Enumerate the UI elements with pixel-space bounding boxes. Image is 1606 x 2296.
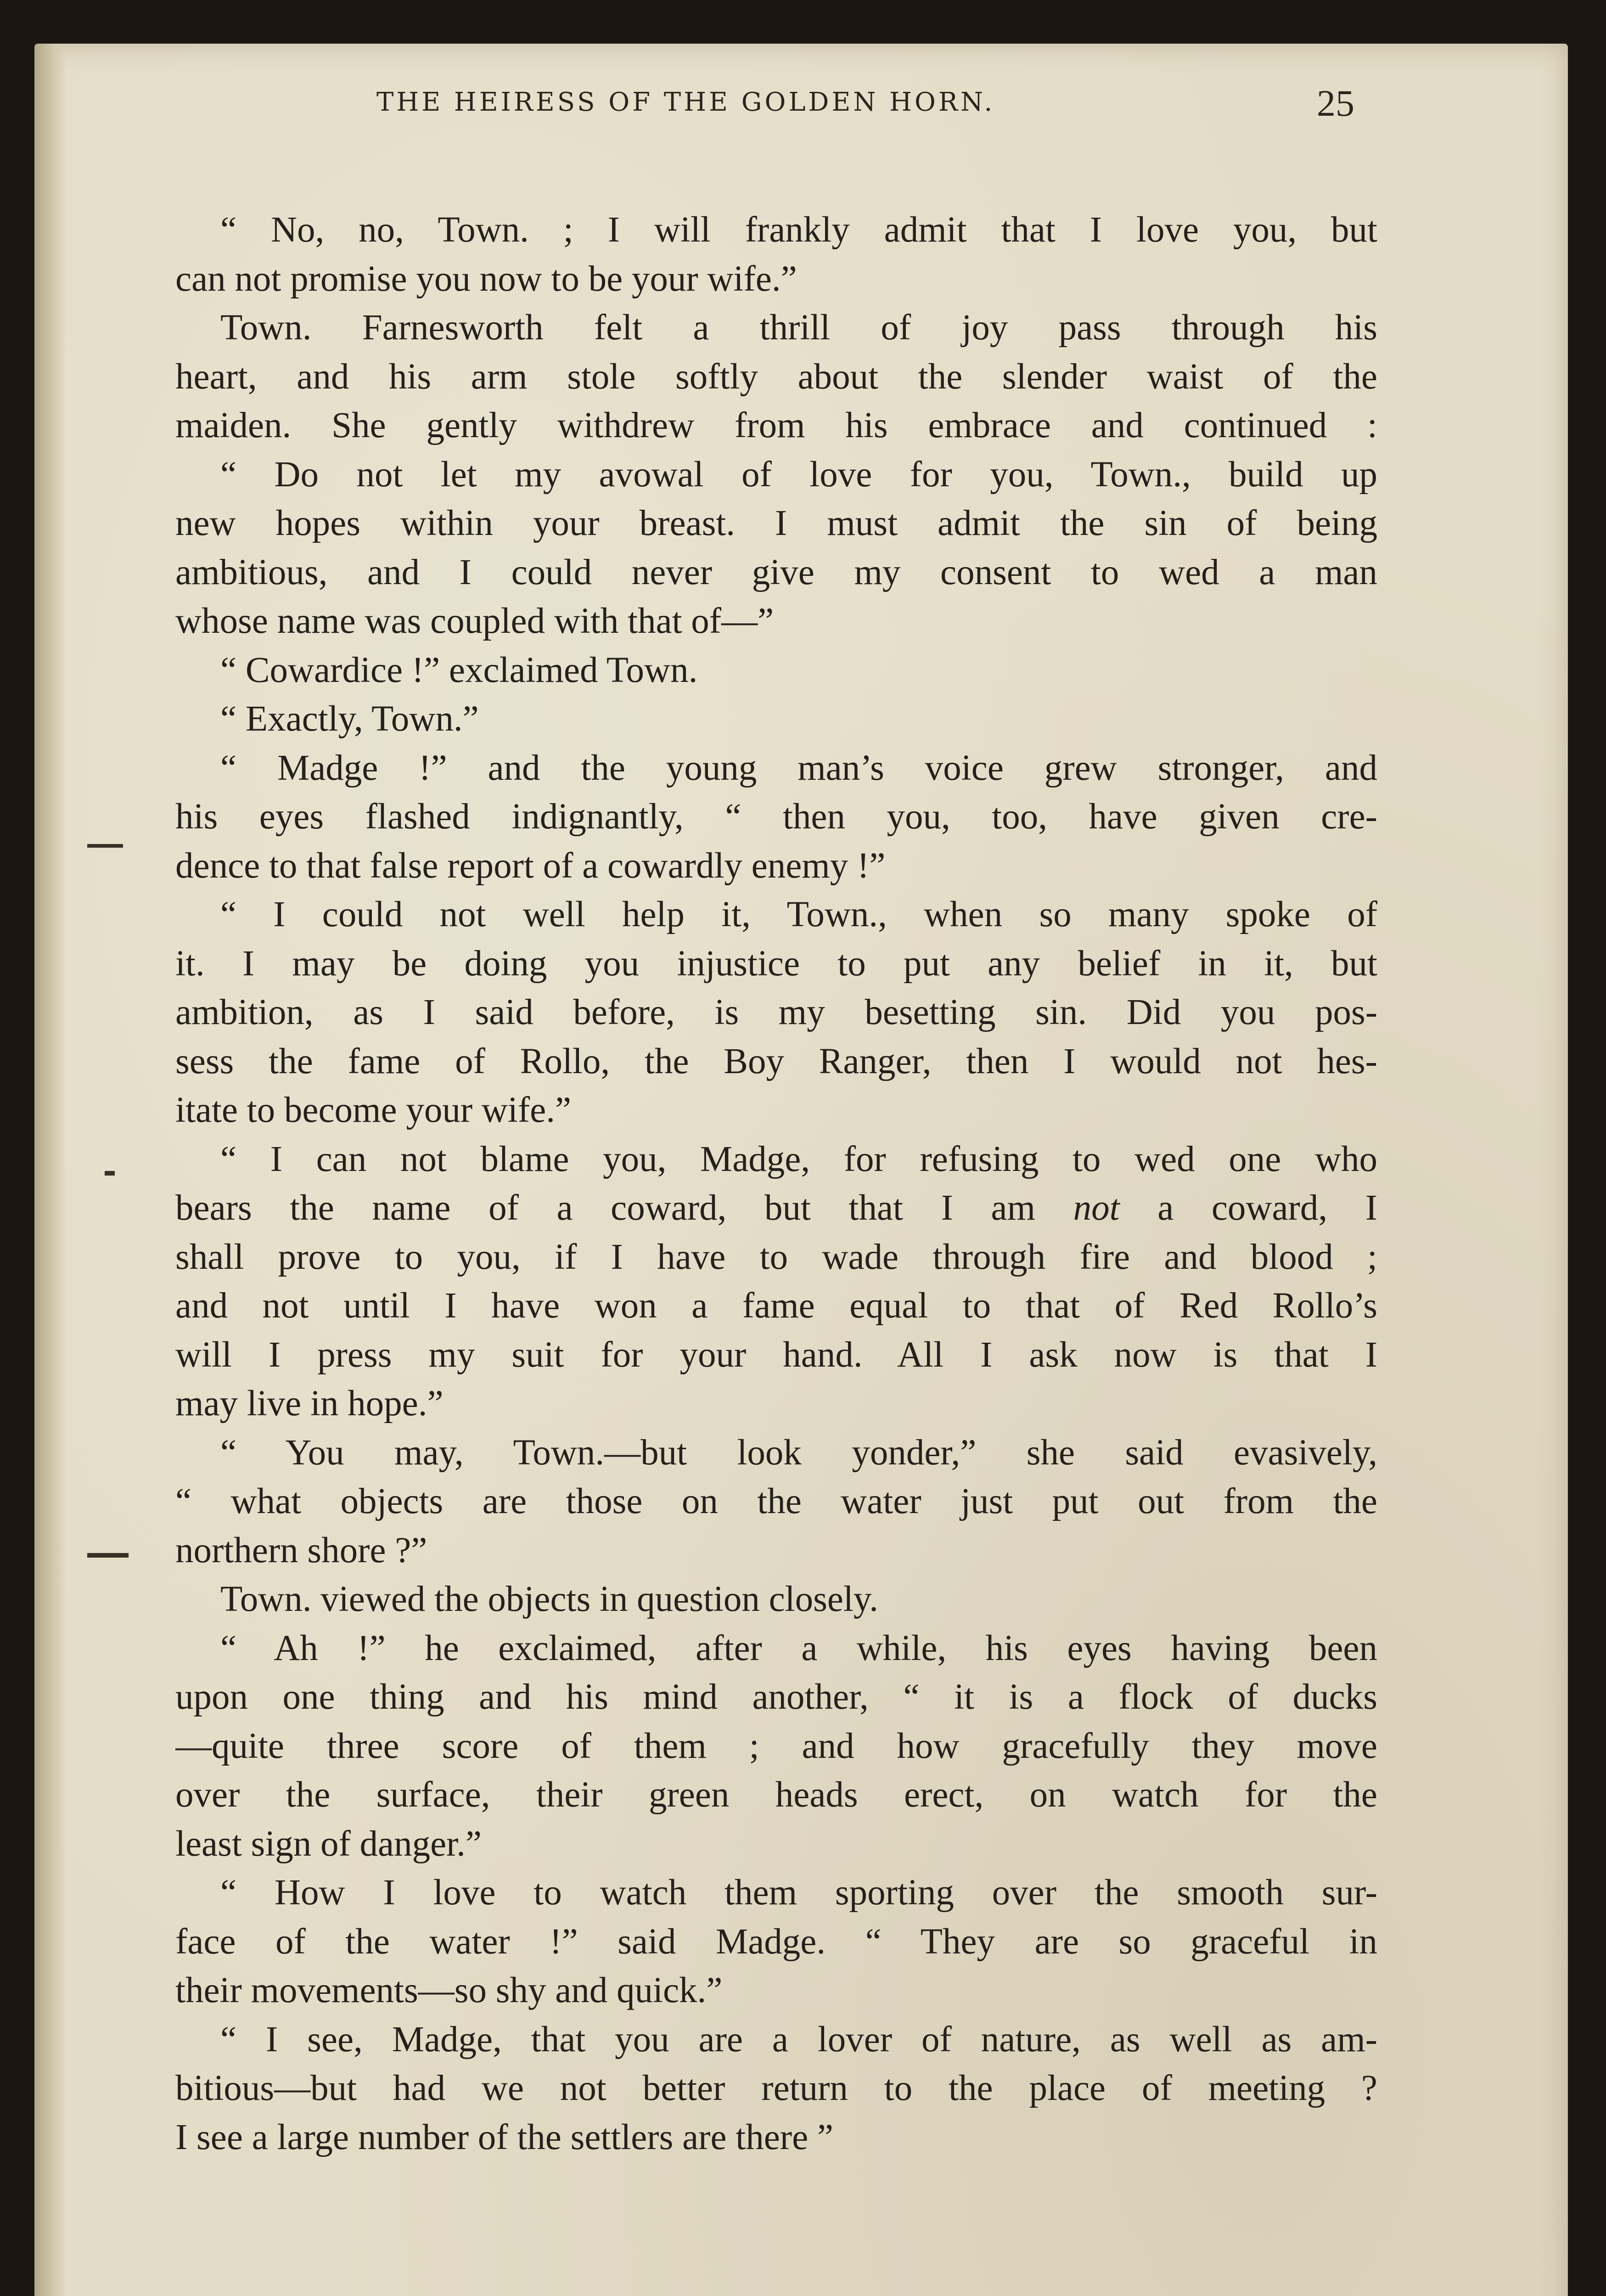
text-line: heart, and his arm stole softly about the slender waist of the bbox=[175, 356, 1377, 397]
text-line: whose name was coupled with that of—” bbox=[175, 601, 774, 641]
text-line: “ I could not well help it, Town., when so many spoke of bbox=[220, 895, 1377, 934]
text-line: “ Exactly, Town.” bbox=[220, 699, 479, 739]
text-line: Town. viewed the objects in question closely. bbox=[220, 1579, 878, 1619]
text-line: over the surface, their green heads erect, on watch for the bbox=[175, 1775, 1377, 1815]
text-line: “ I see, Madge, that you are a lover of nature, as well as am- bbox=[220, 2019, 1377, 2060]
text-line: least sign of danger.” bbox=[175, 1823, 482, 1864]
text-line: “ what objects are those on the water just put out from the bbox=[175, 1481, 1377, 1521]
text-line: “ I can not blame you, Madge, for refusing to wed one who bbox=[220, 1139, 1377, 1179]
page-spine-shadow bbox=[34, 44, 67, 2296]
text-line: his eyes flashed indignantly, “ then you, too, have given cre- bbox=[175, 797, 1377, 837]
page-number: 25 bbox=[1317, 82, 1354, 124]
text-line: bitious—but had we not better return to the place of meeting ? bbox=[175, 2068, 1377, 2108]
text-line: will I press my suit for your hand. All I ask now is that I bbox=[175, 1334, 1377, 1375]
text-line: Town. Farnesworth felt a thrill of joy pass through his bbox=[220, 308, 1377, 348]
text-line: —quite three score of them ; and how gracefully they move bbox=[175, 1726, 1377, 1766]
body-text bbox=[175, 206, 1377, 2162]
text-line: “ Do not let my avowal of love for you, Town., build up bbox=[220, 454, 1377, 495]
margin-mark bbox=[105, 1171, 115, 1176]
text-line: dence to that false report of a cowardly enemy !” bbox=[175, 845, 886, 886]
text-line: northern shore ?” bbox=[175, 1530, 427, 1570]
text-line: and not until I have won a fame equal to that of Red Rollo’s bbox=[175, 1286, 1377, 1326]
text-line: itate to become your wife.” bbox=[175, 1090, 572, 1130]
text-line: face of the water !” said Madge. “ They are so graceful in bbox=[175, 1921, 1377, 1962]
text-line: “ Cowardice !” exclaimed Town. bbox=[220, 650, 698, 690]
text-line: ambitious, and I could never give my consent to wed a man bbox=[175, 552, 1377, 592]
text-line: I see a large number of the settlers are there ” bbox=[175, 2117, 833, 2157]
text-line: ambition, as I said before, is my besetting sin. Did you pos- bbox=[175, 992, 1377, 1032]
running-head: THE HEIRESS OF THE GOLDEN HORN. bbox=[376, 87, 995, 117]
margin-mark bbox=[87, 844, 123, 848]
text-line: maiden. She gently withdrew from his embrace and continued : bbox=[175, 405, 1377, 445]
text-line: upon one thing and his mind another, “ it is a flock of ducks bbox=[175, 1677, 1377, 1717]
text-line: can not promise you now to be your wife.” bbox=[175, 259, 797, 299]
margin-mark bbox=[87, 1553, 129, 1558]
text-line: it. I may be doing you injustice to put any belief in it, but bbox=[175, 943, 1377, 984]
text-line: shall prove to you, if I have to wade through fire and blood ; bbox=[175, 1237, 1377, 1277]
text-line: new hopes within your breast. I must admit the sin of being bbox=[175, 503, 1377, 543]
text-line: their movements—so shy and quick.” bbox=[175, 1970, 723, 2010]
text-line: “ No, no, Town. ; I will frankly admit that I love you, but bbox=[220, 210, 1377, 250]
text-line: sess the fame of Rollo, the Boy Ranger, then I would not hes- bbox=[175, 1041, 1377, 1081]
text-line: may live in hope.” bbox=[175, 1384, 444, 1424]
text-line: bears the name of a coward, but that I am not a coward, I bbox=[175, 1188, 1377, 1228]
text-line: “ Madge !” and the young man’s voice grew stronger, and bbox=[220, 748, 1377, 788]
text-line: “ You may, Town.—but look yonder,” she said evasively, bbox=[220, 1432, 1377, 1473]
text-line: “ Ah !” he exclaimed, after a while, his eyes having been bbox=[220, 1628, 1377, 1668]
text-line: “ How I love to watch them sporting over the smooth sur- bbox=[220, 1873, 1377, 1913]
